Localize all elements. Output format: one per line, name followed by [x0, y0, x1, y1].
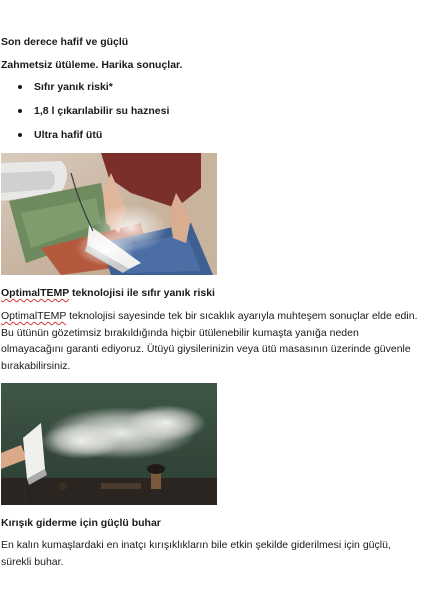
- list-item: 1,8 l çıkarılabilir su haznesi: [16, 104, 169, 128]
- section1-body: OptimalTEMP teknolojisi sayesinde tek bir sıcaklık ayarıyla muhteşem sonuçlar elde edin. Bu ütünün gözetimsiz bırakıldığında hiçbir ütülenebilir kumaşta yanığa neden olmayacağını garanti ediyoruz. Ütüyü giysilerinizin veya ütü masasının üzerinde güvenle bırakabilirsiniz.: [1, 310, 418, 372]
- feature-list: [16, 80, 169, 152]
- section1-title: OptimalTEMP teknolojisi ile sıfır yanık riski: [1, 287, 215, 299]
- bullet-icon: [18, 85, 22, 89]
- bullet-icon: [18, 109, 22, 113]
- ironing-clothes-photo: [1, 153, 217, 275]
- heading-light-powerful: Son derece hafif ve güçlü: [1, 36, 129, 48]
- list-item: Ultra hafif ütü: [16, 128, 169, 152]
- section2-title: Kırışık giderme için güçlü buhar: [1, 517, 161, 529]
- bullet-icon: [18, 133, 22, 137]
- heading-effortless-ironing: Zahmetsiz ütüleme. Harika sonuçlar.: [1, 59, 183, 71]
- section2-body: En kalın kumaşlardaki en inatçı kırışıklıkların bile etkin şekilde giderilmesi için güçlü, sürekli buhar.: [1, 539, 391, 568]
- list-item: Sıfır yanık riski*: [16, 80, 169, 104]
- steam-iron-photo: [1, 383, 217, 505]
